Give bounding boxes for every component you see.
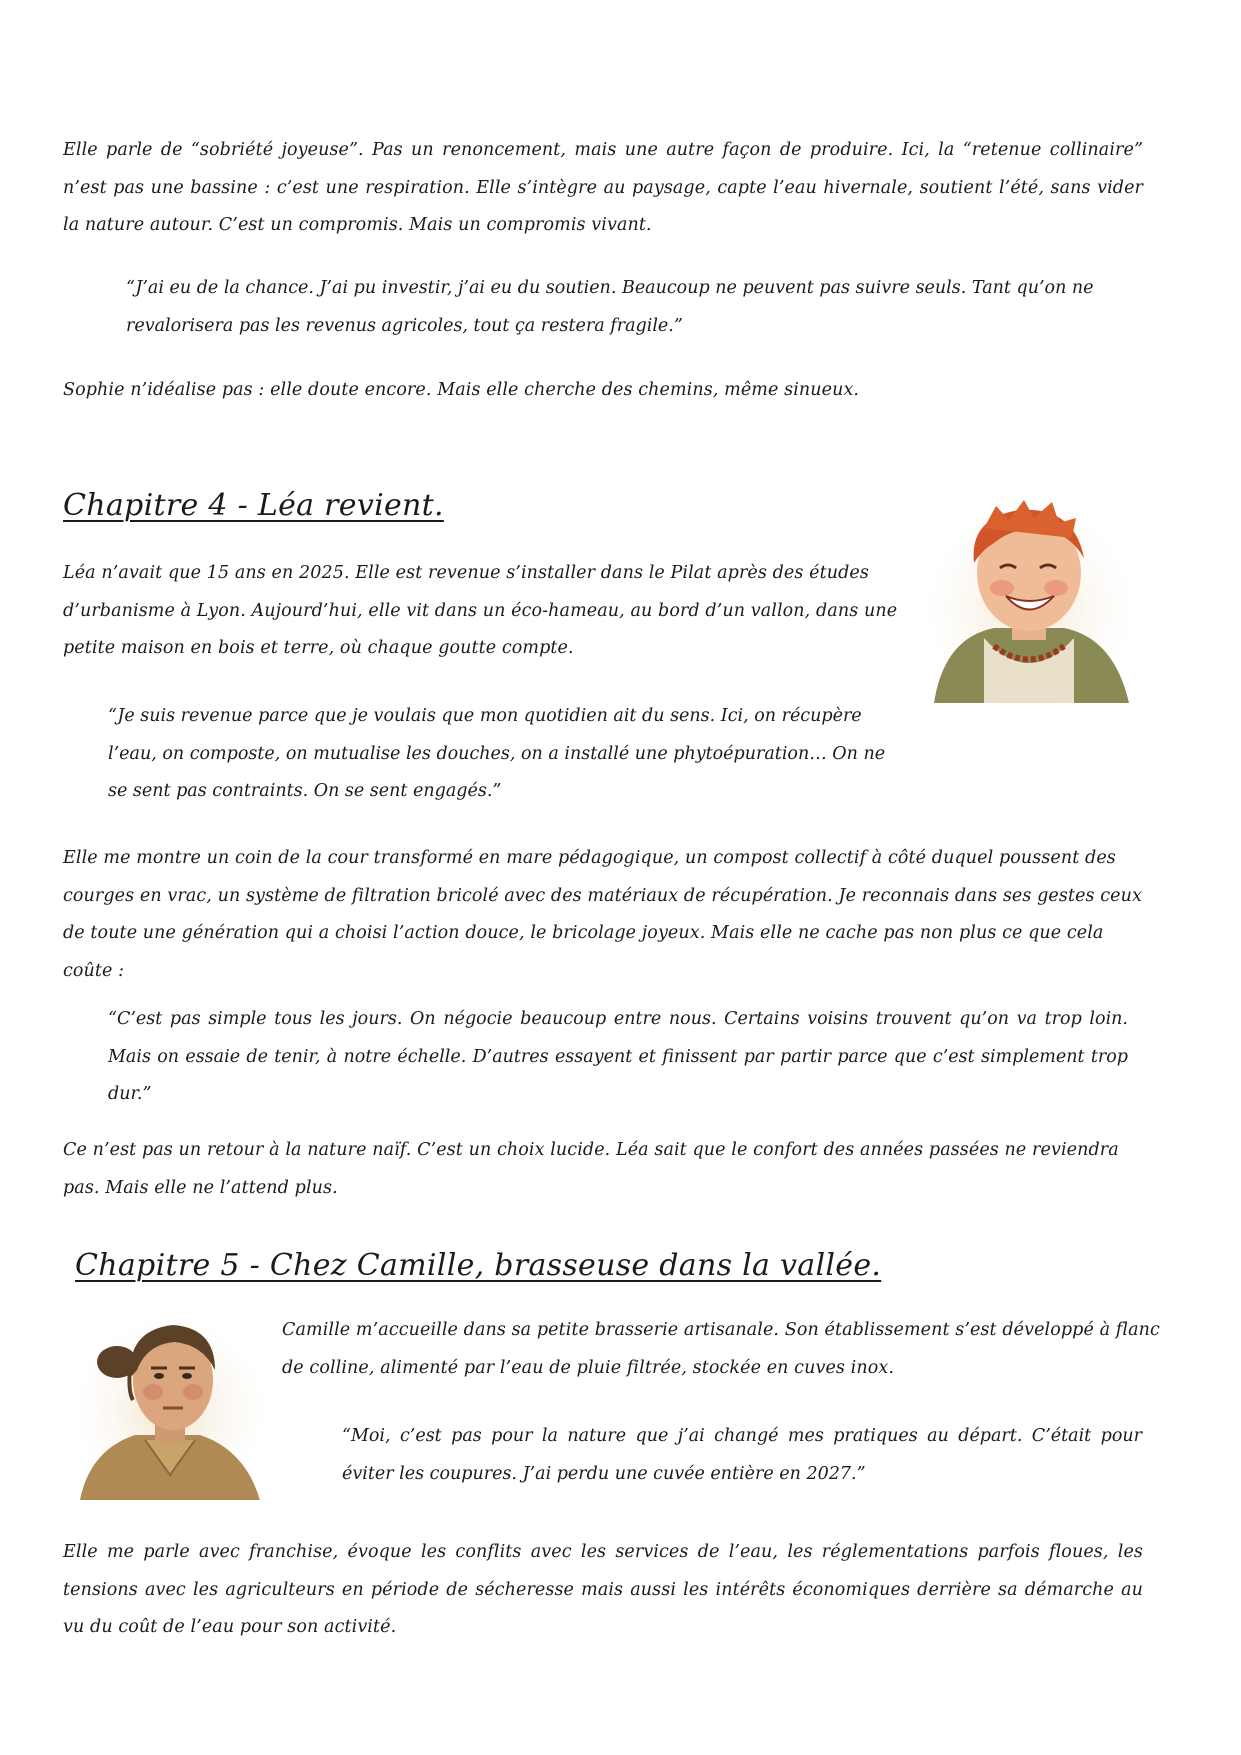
chapter-4-quote-1: “Je suis revenue parce que je voulais que mon quotidien ait du sens. Ici, on récupère l’eau, on composte, on mutualise les douches, on a installé une phytoépuration… On ne se sent pas contraints. On se sent engagés.” <box>108 706 886 801</box>
chapter-4-quote-2: “C’est pas simple tous les jours. On négocie beaucoup entre nous. Certains voisins trouvent qu’on va trop loin. Mais on essaie de tenir, à notre échelle. D’autres essayent et finissent par partir parce que c’est simplement trop dur.” <box>108 1009 1128 1104</box>
intro-quote: “J’ai eu de la chance. J’ai pu investir, j’ai eu du soutien. Beaucoup ne peuvent pas suivre seuls. Tant qu’on ne revalorisera pas les revenus agricoles, tout ça restera fragile.” <box>126 278 1094 336</box>
lea-portrait <box>924 488 1134 708</box>
intro-paragraph: Elle parle de “sobriété joyeuse”. Pas un renoncement, mais une autre façon de produire. Ici, la “retenue collinaire” n’est pas une bassine : c’est une respiration. Elle s’intègre au paysage, capte l’eau hivernale, soutient l’été, sans vider la nature autour. C’est un compromis. Mais un compromis vivant. <box>63 140 1143 235</box>
chapter-4-paragraph-3: Ce n’est pas un retour à la nature naïf. C’est un choix lucide. Léa sait que le confort des années passées ne reviendra pas. Mais elle ne l’attend plus. <box>63 1140 1119 1198</box>
chapter-5-quote: “Moi, c’est pas pour la nature que j’ai changé mes pratiques au départ. C’était pour éviter les coupures. J’ai perdu une cuvée entière en 2027.” <box>342 1426 1142 1484</box>
chapter-5-paragraph-1: Camille m’accueille dans sa petite brasserie artisanale. Son établissement s’est développé à flanc de colline, alimenté par l’eau de pluie filtrée, stockée en cuves inox. <box>282 1320 1160 1378</box>
chapter-4-title: Chapitre 4 - Léa revient. <box>63 488 444 523</box>
camille-portrait <box>75 1300 265 1500</box>
chapter-4-paragraph-1: Léa n’avait que 15 ans en 2025. Elle est revenue s’installer dans le Pilat après des études d’urbanisme à Lyon. Aujourd’hui, elle vit dans un éco-hameau, au bord d’un vallon, dans une petite maison en bois et terre, où chaque goutte compte. <box>63 563 898 658</box>
chapter-5-paragraph-2: Elle me parle avec franchise, évoque les conflits avec les services de l’eau, les réglementations parfois floues, les tensions avec les agriculteurs en période de sécheresse mais aussi les intérêts économiques derrière sa démarche au vu du coût de l’eau pour son activité. <box>63 1542 1143 1637</box>
intro-closing-paragraph: Sophie n’idéalise pas : elle doute encore. Mais elle cherche des chemins, même sinueux. <box>63 380 860 400</box>
chapter-5-title: Chapitre 5 - Chez Camille, brasseuse dans la vallée. <box>75 1248 882 1283</box>
chapter-4-paragraph-2: Elle me montre un coin de la cour transformé en mare pédagogique, un compost collectif à côté duquel poussent des courges en vrac, un système de filtration bricolé avec des matériaux de récupération. Je reconnais dans ses gestes ceux de toute une génération qui a choisi l’action douce, le bricolage joyeux. Mais elle ne cache pas non plus ce que cela coûte : <box>63 848 1142 981</box>
